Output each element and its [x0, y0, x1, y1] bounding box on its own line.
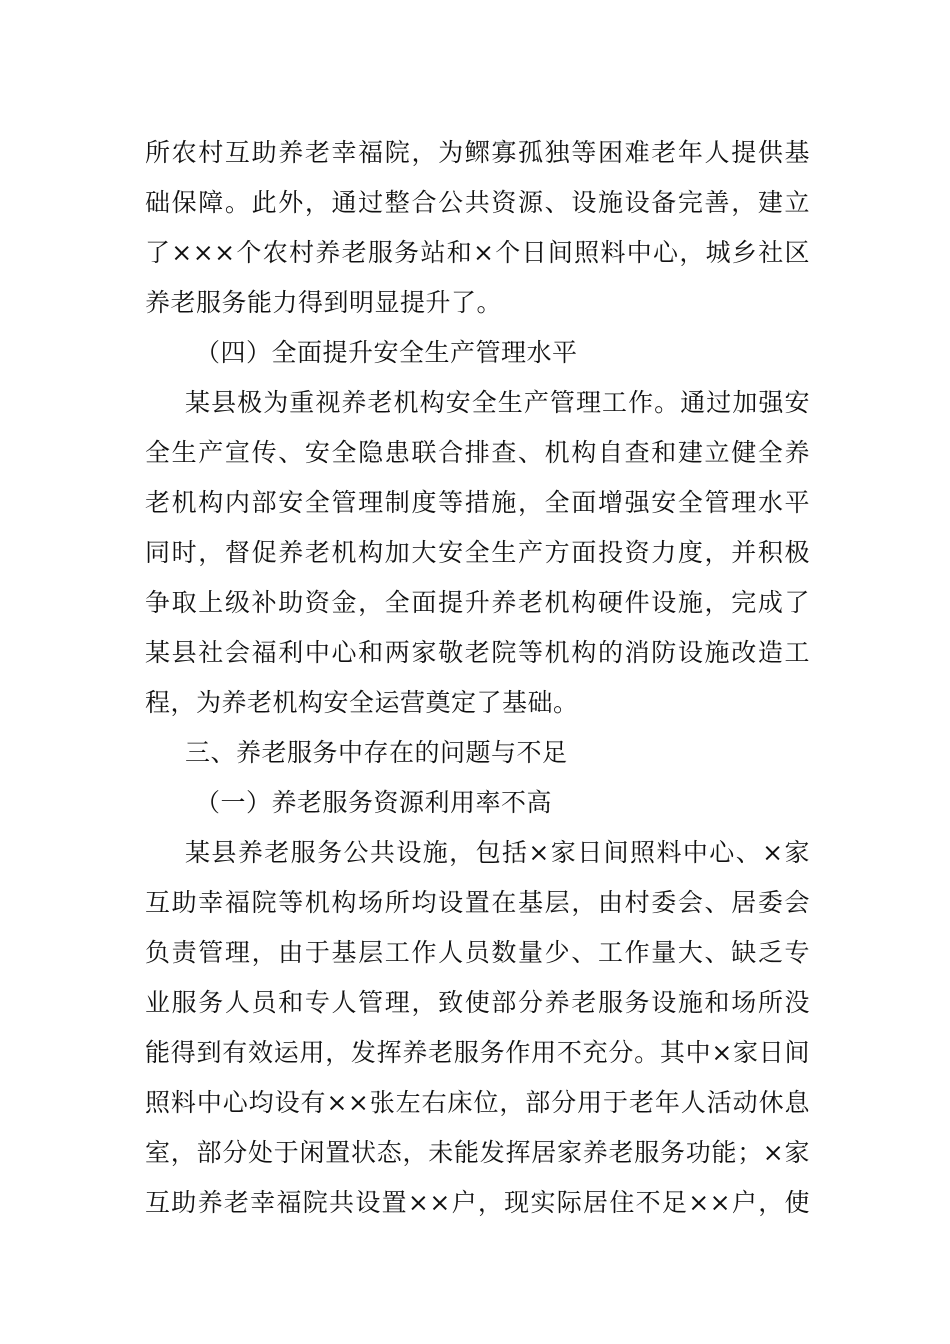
paragraph-line: 同时，督促养老机构加大安全生产方面投资力度，并积极 — [145, 538, 810, 567]
paragraph-line: 争取上级补助资金，全面提升养老机构硬件设施，完成了 — [145, 588, 810, 617]
paragraph-line: 了×××个农村养老服务站和×个日间照料中心，城乡社区 — [145, 238, 810, 267]
paragraph-line: 养老服务能力得到明显提升了。 — [145, 288, 503, 317]
paragraph-line: 全生产宣传、安全隐患联合排查、机构自查和建立健全养 — [145, 438, 810, 467]
paragraph-line: 互助幸福院等机构场所均设置在基层，由村委会、居委会 — [145, 888, 810, 917]
paragraph-line: 互助养老幸福院共设置××户，现实际居住不足××户，使 — [145, 1188, 810, 1217]
section-heading: （四）全面提升安全生产管理水平 — [195, 338, 578, 367]
paragraph-line: 础保障。此外，通过整合公共资源、设施设备完善，建立 — [145, 188, 810, 217]
chapter-heading: 三、养老服务中存在的问题与不足 — [185, 738, 568, 767]
document-body — [145, 128, 810, 1228]
paragraph-line: 室，部分处于闲置状态，未能发挥居家养老服务功能；×家 — [145, 1138, 810, 1167]
section-heading: （一）养老服务资源利用率不高 — [195, 788, 553, 817]
paragraph-line: 照料中心均设有××张左右床位，部分用于老年人活动休息 — [145, 1088, 810, 1117]
paragraph-line: 业服务人员和专人管理，致使部分养老服务设施和场所没 — [145, 988, 810, 1017]
paragraph-line: 某县社会福利中心和两家敬老院等机构的消防设施改造工 — [145, 638, 810, 667]
paragraph-line: 某县养老服务公共设施，包括×家日间照料中心、×家 — [185, 838, 810, 867]
paragraph-line: 程，为养老机构安全运营奠定了基础。 — [145, 688, 579, 717]
paragraph-line: 负责管理，由于基层工作人员数量少、工作量大、缺乏专 — [145, 938, 810, 967]
paragraph-line: 能得到有效运用，发挥养老服务作用不充分。其中×家日间 — [145, 1038, 810, 1067]
paragraph-line: 所农村互助养老幸福院，为鳏寡孤独等困难老年人提供基 — [145, 138, 810, 167]
paragraph-line: 某县极为重视养老机构安全生产管理工作。通过加强安 — [185, 388, 810, 417]
paragraph-line: 老机构内部安全管理制度等措施，全面增强安全管理水平 — [145, 488, 810, 517]
